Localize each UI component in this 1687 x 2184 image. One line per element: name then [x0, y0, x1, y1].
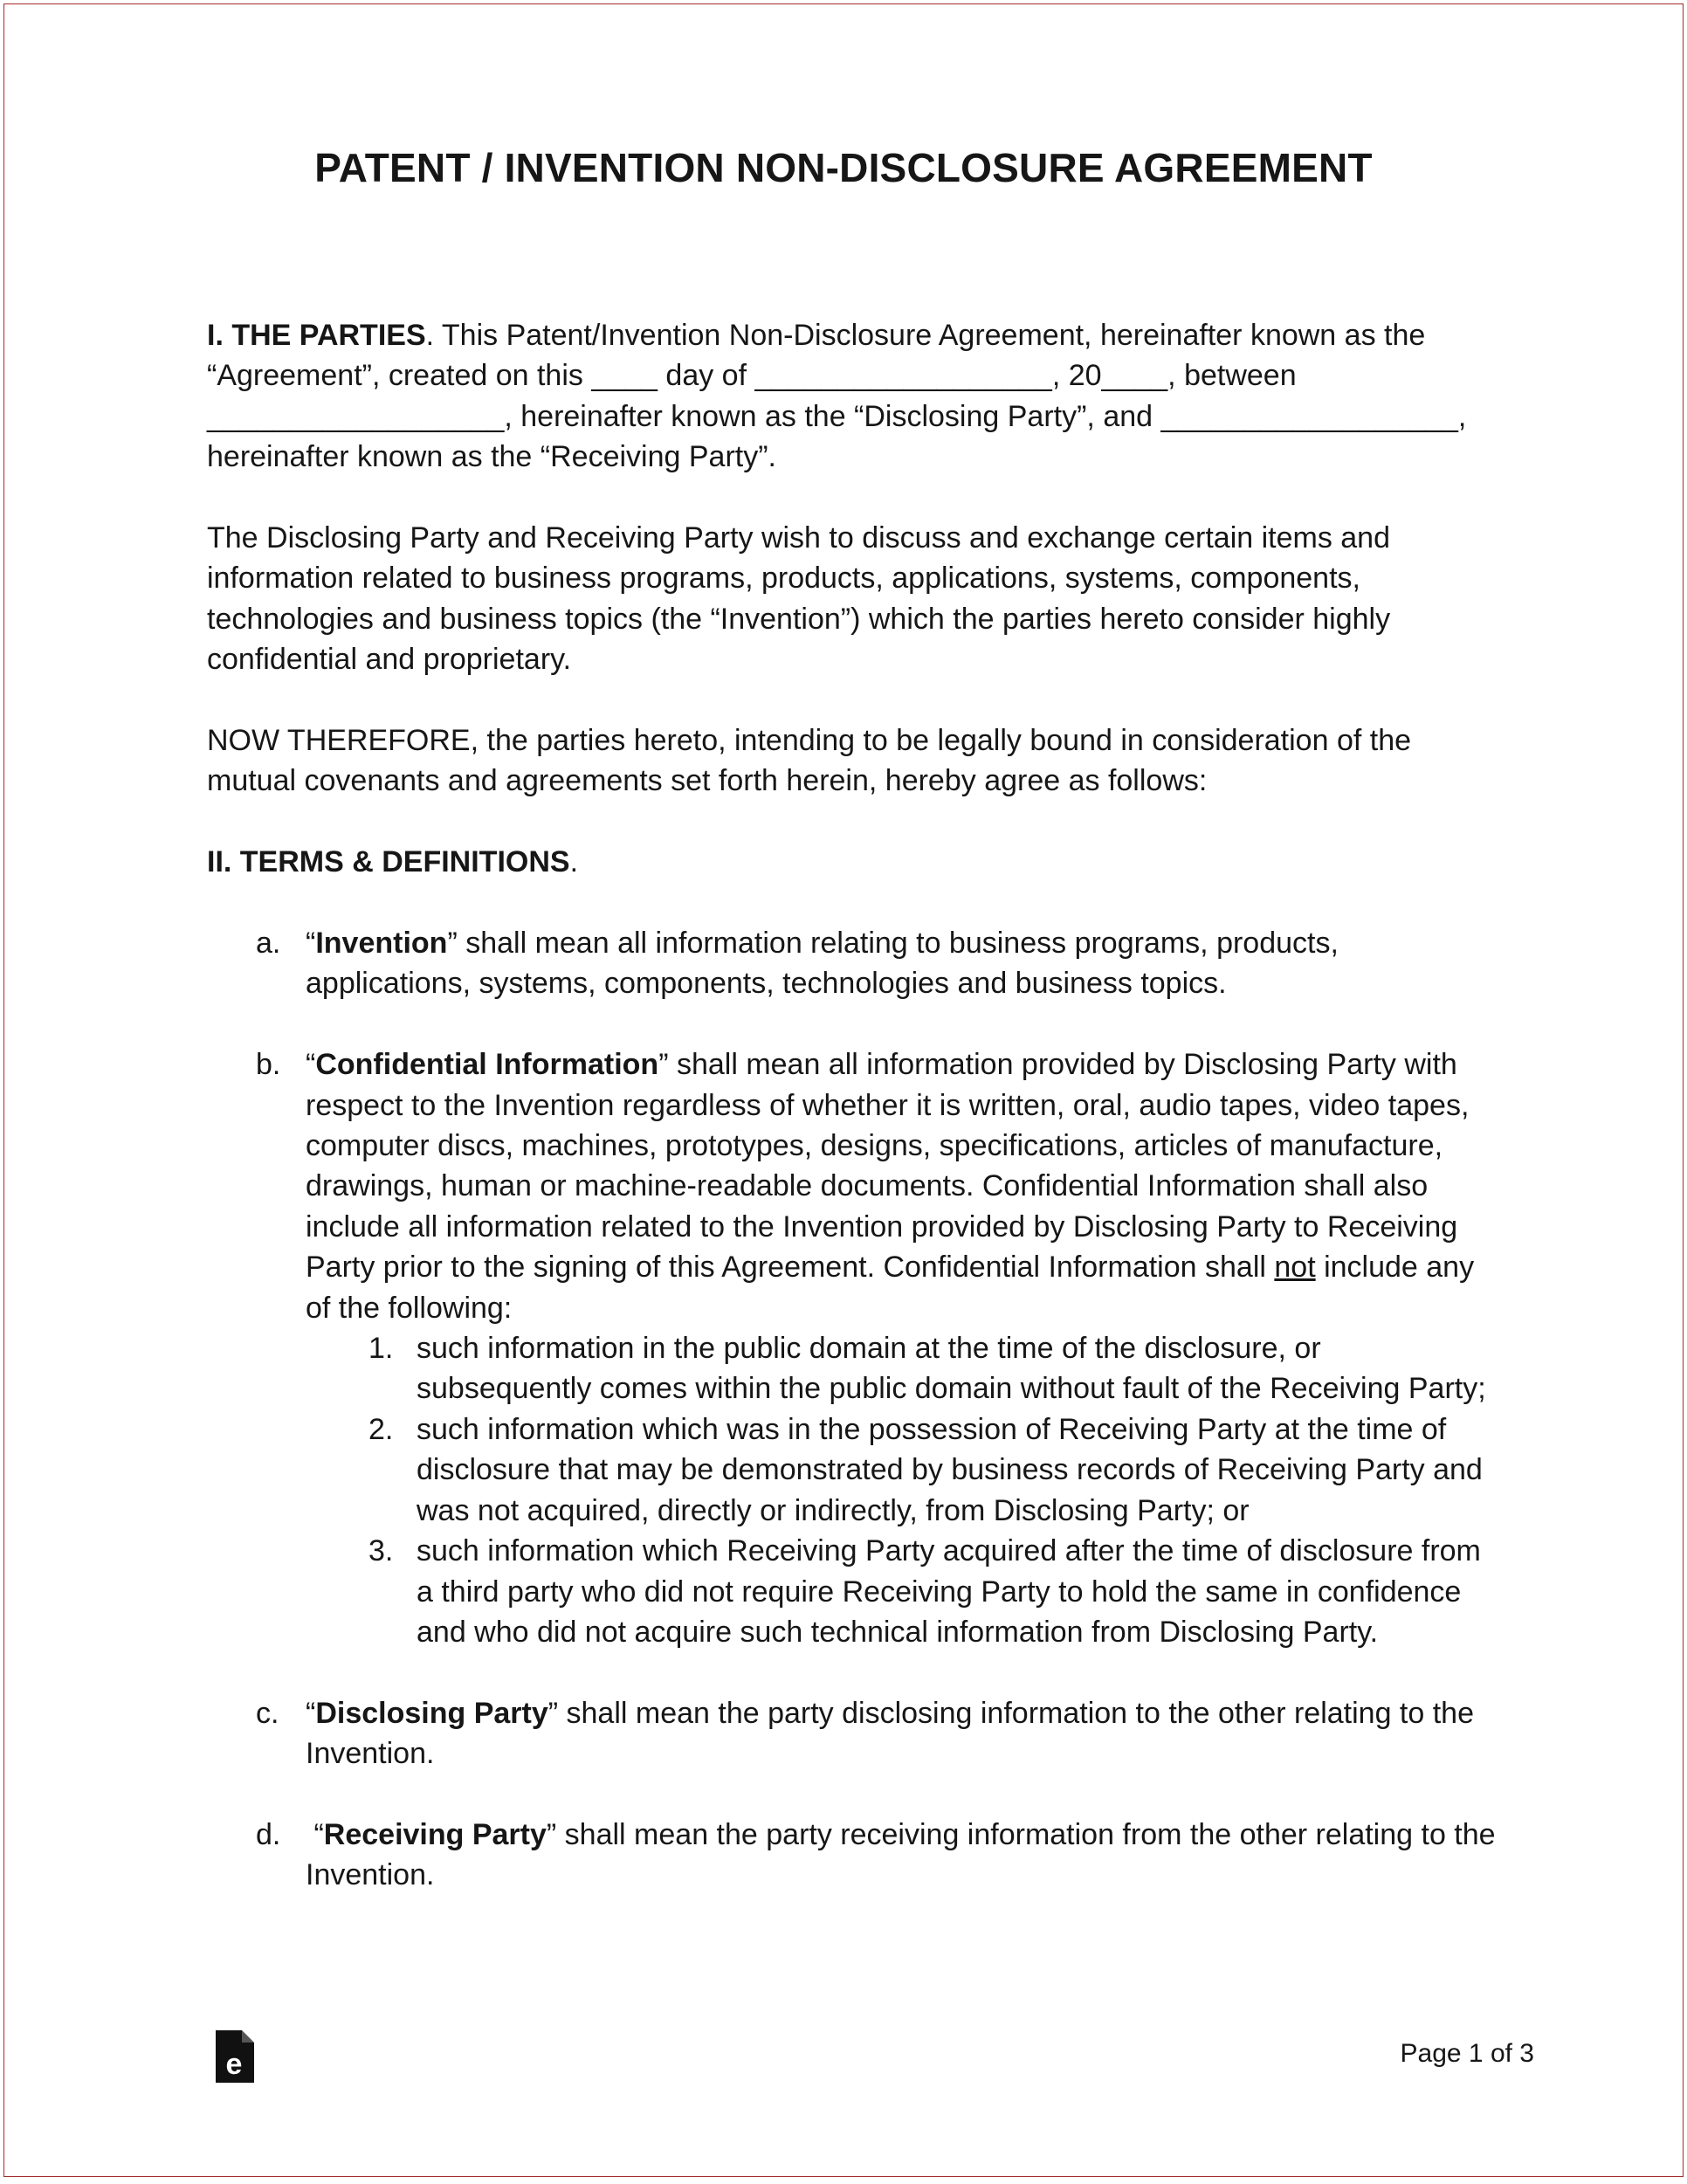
open-quote: “	[306, 1696, 316, 1730]
definition-disclosing-party	[207, 1693, 1499, 1774]
definition-invention	[207, 923, 1499, 1004]
sub-marker: 3.	[368, 1534, 394, 1568]
definition-confidential-information	[207, 1044, 1499, 1652]
list-marker: d.	[256, 1817, 281, 1851]
list-marker: b.	[256, 1048, 281, 1082]
now-therefore-paragraph: NOW THEREFORE, the parties hereto, intending to be legally bound in consideration of the mutual covenants and agreements set forth herein, hereby agree as follows:	[207, 724, 1412, 798]
definition-text-end: include any of the following:	[306, 1250, 1475, 1325]
open-quote: “	[306, 1817, 324, 1851]
terms-heading-suffix: .	[569, 845, 579, 879]
definition-text: ” shall mean all information relating to business programs, products, applications, systems, components, technologies and business topics.	[306, 927, 1339, 1001]
list-marker: c.	[256, 1696, 279, 1730]
open-quote: “	[306, 927, 316, 961]
exclusion-text: such information which was in the possession of Receiving Party at the time of disclosure that may be demonstrated by business records of Receiving Party and was not acquired, directly or indirectly, from Disclosing Party; or	[417, 1412, 1483, 1527]
defined-term: Disclosing Party	[315, 1696, 548, 1730]
definitions-list	[207, 923, 1499, 1896]
exclusion-item	[207, 1409, 1499, 1531]
defined-term: Invention	[315, 927, 448, 961]
terms-heading-line	[207, 842, 1499, 882]
definition-text: ” shall mean all information provided by Disclosing Party with respect to the Invention regardless of whether it is written, oral, audio tapes, video tapes, computer discs, machines, prototypes, designs, specifications, articles of manufacture, drawings, human or machine-readable documents. Confidential Information shall also include all information related to the Invention provided by Disclosing Party to Receiving Party prior to the signing of this Agreement. Confidential Information shall	[306, 1048, 1470, 1285]
exclusion-text: such information in the public domain at the time of the disclosure, or subsequently comes within the public domain without fault of the Receiving Party;	[417, 1332, 1486, 1406]
exclusion-text: such information which Receiving Party acquired after the time of disclosure from a third party who did not require Receiving Party to hold the same in confidence and who did not acquire such technical information from Disclosing Party.	[417, 1534, 1481, 1649]
parties-paragraph	[207, 315, 1499, 478]
open-quote: “	[306, 1048, 316, 1082]
page-number: Page 1 of 3	[1400, 2039, 1534, 2068]
parties-heading: I. THE PARTIES	[207, 319, 426, 352]
defined-term: Receiving Party	[323, 1817, 547, 1851]
sub-marker: 1.	[368, 1332, 394, 1366]
logo-letter: e	[225, 2048, 243, 2081]
exclusion-item	[207, 1531, 1499, 1652]
defined-term: Confidential Information	[315, 1048, 659, 1082]
terms-heading: II. TERMS & DEFINITIONS	[207, 845, 570, 879]
document-title: PATENT / INVENTION NON-DISCLOSURE AGREEMENT	[314, 145, 1373, 190]
exclusion-item	[207, 1328, 1499, 1409]
parties-text: . This Patent/Invention Non-Disclosure Agreement, hereinafter known as the “Agreement”, created on this ____ day of __________________, 20____, between __________________, hereinafter known as the “Disclosing Party”, and __________________, hereinafter known as the “Receiving Party”.	[207, 319, 1467, 474]
sub-marker: 2.	[368, 1412, 394, 1446]
document-body	[207, 315, 1499, 1896]
underlined-word: not	[1274, 1250, 1316, 1285]
definition-receiving-party	[207, 1815, 1499, 1896]
intro-paragraph: The Disclosing Party and Receiving Party wish to discuss and exchange certain items and information related to business programs, products, applications, systems, components, technologies and business topics (the “Invention”) which the parties hereto consider highly confidential and proprietary.	[207, 521, 1391, 677]
exclusions-list	[306, 1328, 1499, 1652]
definition-text: ” shall mean the party receiving information from the other relating to the Invention.	[306, 1817, 1496, 1892]
definition-text: ” shall mean the party disclosing information to the other relating to the Invention.	[306, 1696, 1474, 1771]
document-page	[3, 3, 1684, 2177]
e-document-logo-icon	[216, 2030, 254, 2083]
list-marker: a.	[256, 927, 281, 961]
